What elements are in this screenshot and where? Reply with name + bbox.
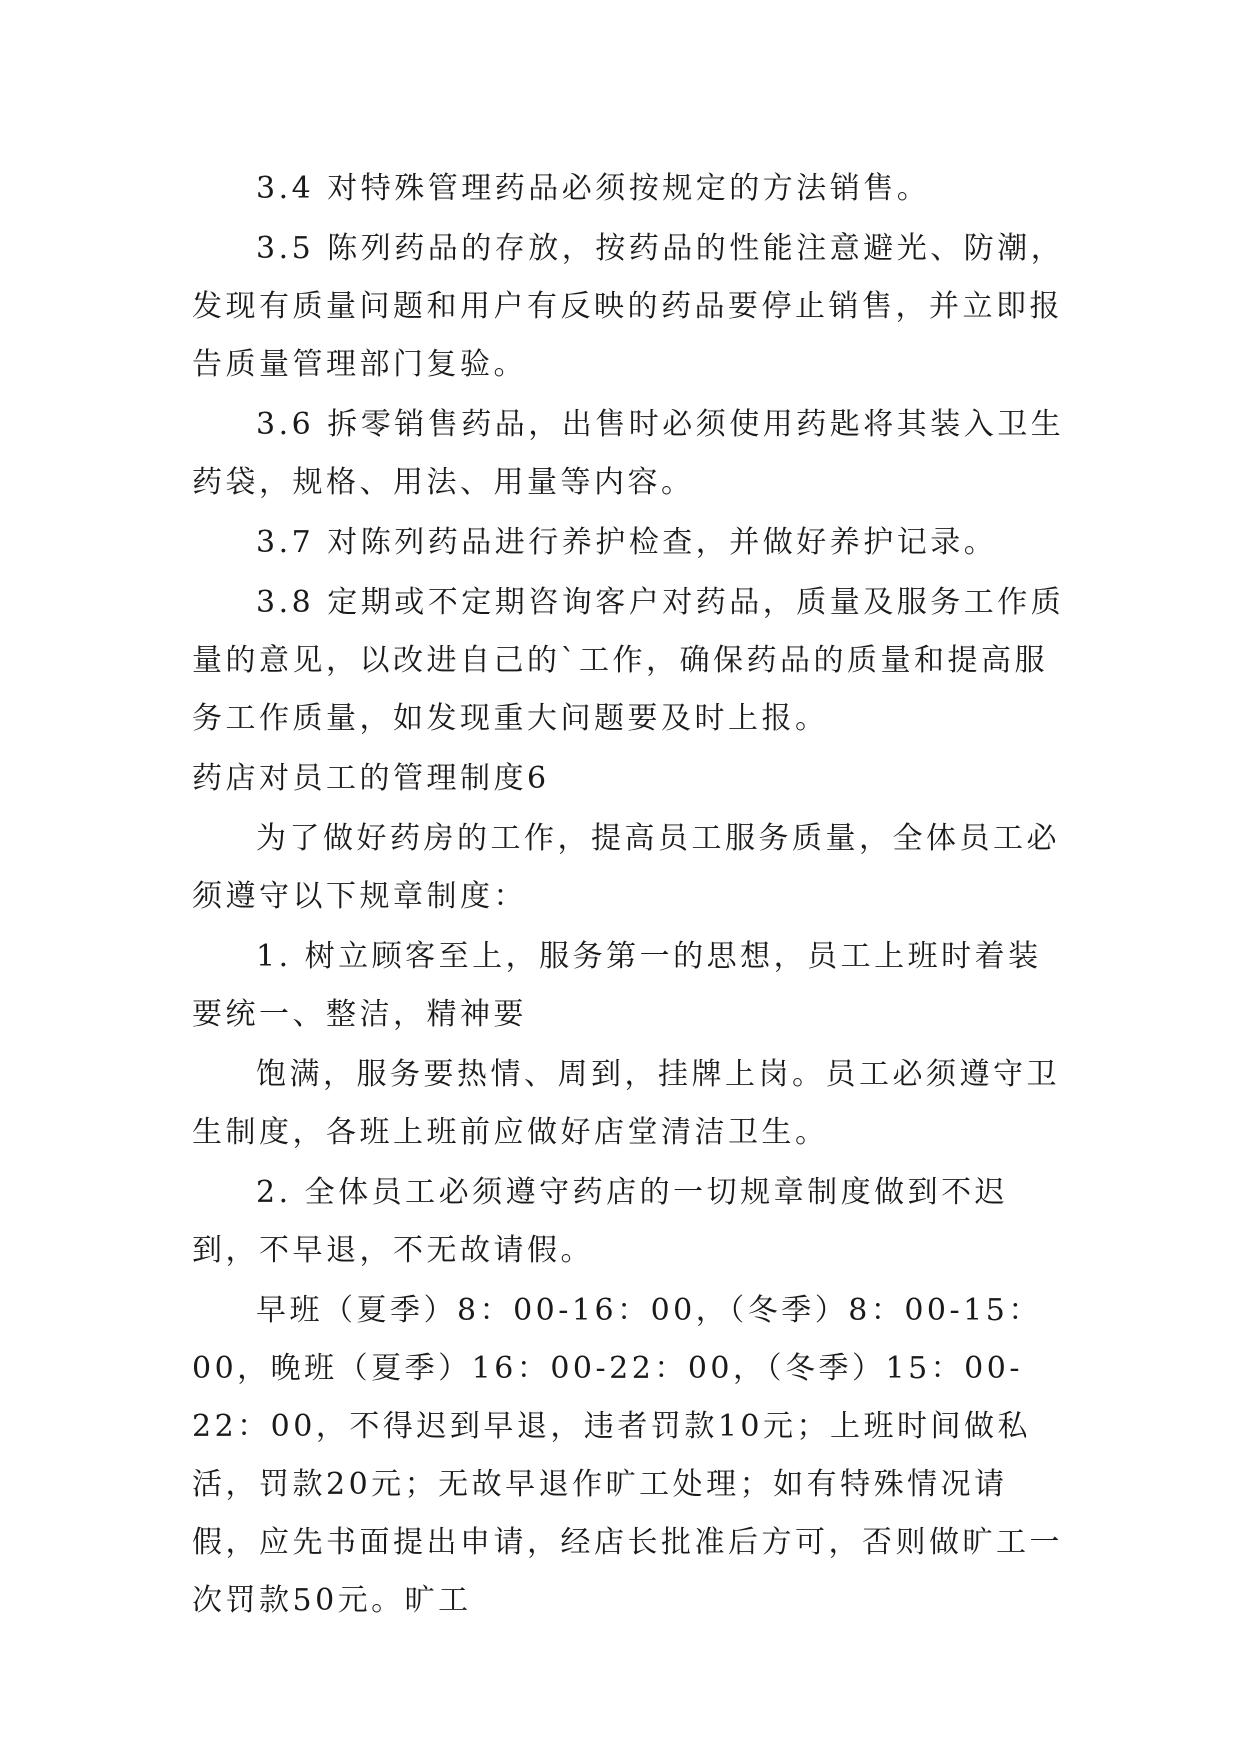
paragraph-3-4: 3.4 对特殊管理药品必须按规定的方法销售。 (256, 171, 931, 206)
paragraph-3-7: 3.7 对陈列药品进行养护检查，并做好养护记录。 (256, 525, 998, 560)
paragraph-3-8: 3.8 定期或不定期咨询客户对药品，质量及服务工作质量的意见，以改进自己的`工作，确保药品的质量和提高服务工作质量，如发现重大问题要及时上报。 (192, 585, 1065, 736)
paragraph-shift-hours: 早班（夏季）8：00-16：00，（冬季）8：00-15：00，晚班（夏季）16：00-22：00，（冬季）15：00-22：00，不得迟到早退，违者罚款10元；上班时间做私活，罚款20元；无故早退作旷工处理；如有特殊情况请假，应先书面提出申请，经店长批准后方可，否则做旷工一次罚款50元。旷工 (192, 1293, 1063, 1618)
paragraph-3-5: 3.5 陈列药品的存放，按药品的性能注意避光、防潮，发现有质量问题和用户有反映的药品要停止销售，并立即报告质量管理部门复验。 (192, 231, 1065, 382)
paragraph-rule-2: 2. 全体员工必须遵守药店的一切规章制度做到不迟到，不早退，不无故请假。 (192, 1175, 1009, 1268)
section-heading: 药店对员工的管理制度6 (192, 761, 550, 796)
document-body (192, 160, 1072, 1632)
paragraph-rule-1: 1. 树立顾客至上，服务第一的思想，员工上班时着装要统一、整洁，精神要 (192, 939, 1042, 1032)
paragraph-intro: 为了做好药房的工作，提高员工服务质量，全体员工必须遵守以下规章制度： (192, 821, 1060, 914)
paragraph-3-6: 3.6 拆零销售药品，出售时必须使用药匙将其装入卫生药袋，规格、用法、用量等内容。 (192, 407, 1065, 500)
paragraph-rule-1-cont: 饱满，服务要热情、周到，挂牌上岗。员工必须遵守卫生制度，各班上班前应做好店堂清洁卫生。 (192, 1057, 1060, 1150)
